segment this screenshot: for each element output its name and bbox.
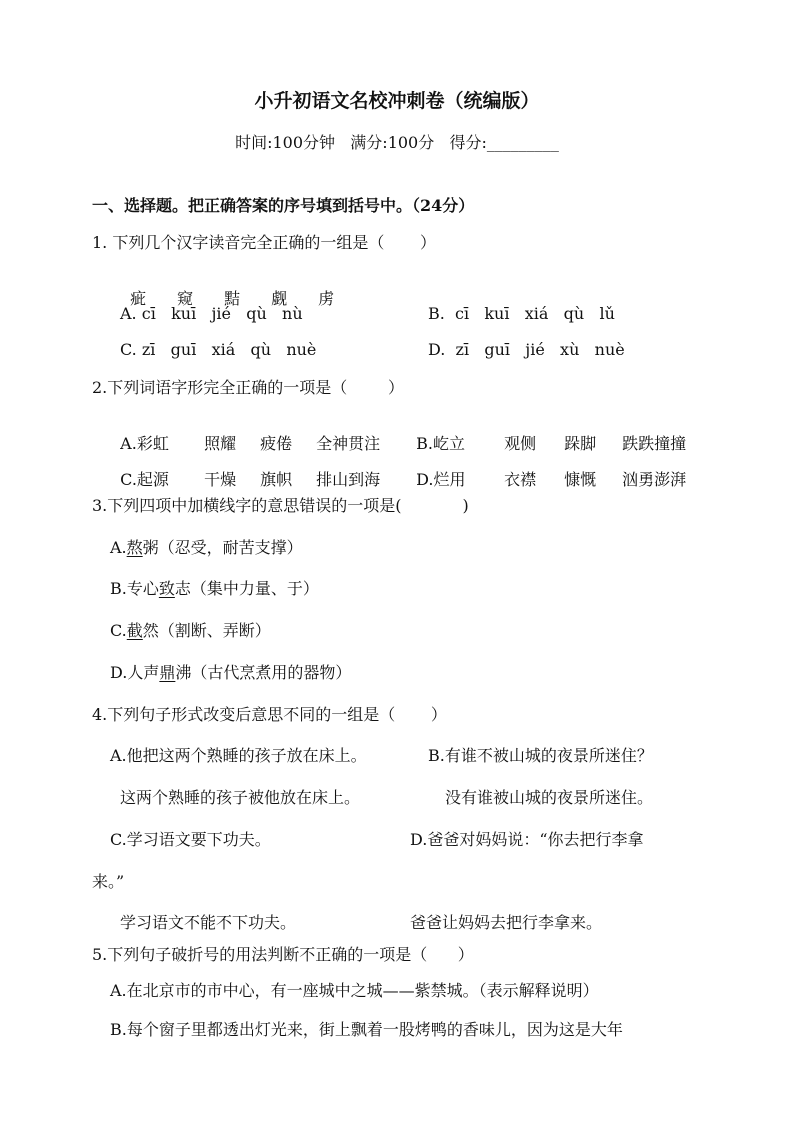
underlined-char: 鼎 (159, 663, 176, 682)
option-text: 然（割断、弄断） (142, 621, 271, 640)
q2-row-2 (110, 448, 686, 490)
q1-option-a: A. cī kuī jié qù nù (120, 304, 303, 323)
q4-option-d-wrap: 来。” (92, 872, 125, 891)
q4-option-d-alt: 爸爸让妈妈去把行李拿来。 (410, 913, 603, 932)
q3-option-b (110, 576, 319, 599)
q5-option-a: A.在北京市的市中心，有一座城中之城——紫禁城。（表示解释说明） (110, 981, 599, 1000)
q3-option-c (110, 618, 271, 641)
q1-char: 疵 (130, 289, 147, 308)
q5-option-b: B.每个窗子里都透出灯光来，街上飘着一股烤鸭的香味儿，因为这是大年 (110, 1020, 623, 1039)
q1-option-d: D. zī guī jié xù nuè (428, 340, 625, 359)
q1-char: 虏 (318, 289, 335, 308)
q2-word: 全神贯注 (316, 434, 381, 453)
option-prefix: C. (110, 621, 127, 640)
option-prefix: B.专心 (110, 579, 159, 598)
q1-char: 觑 (271, 289, 288, 308)
q4-option-b-alt: 没有谁被山城的夜景所迷住。 (445, 788, 654, 807)
q2-word: 疲倦 (260, 434, 293, 453)
option-prefix: D.人声 (110, 663, 160, 682)
q2-word: 干燥 (204, 470, 237, 489)
q2-stem: 2.下列词语字形完全正确的一项是（ ） (92, 378, 404, 397)
q2-word: 观侧 (504, 434, 537, 453)
q2-word: C.起源 (120, 470, 169, 489)
option-text: 志（集中力量、于） (174, 579, 319, 598)
q3-option-a (110, 535, 303, 558)
q1-option-b: B. cī kuī xiá qù lǔ (428, 304, 615, 323)
q4-option-d: D.爸爸对妈妈说：“你去把行李拿 (410, 830, 644, 849)
q2-word: 排山到海 (316, 470, 381, 489)
q2-word: 慷慨 (564, 470, 597, 489)
q1-characters (120, 267, 365, 309)
option-prefix: A. (110, 538, 127, 557)
q1-char: 黠 (224, 289, 241, 308)
q1-option-c: C. zī guī xiá qù nuè (120, 340, 317, 359)
q4-option-b: B.有谁不被山城的夜景所迷住？ (428, 746, 653, 765)
q3-stem: 3.下列四项中加横线字的意思错误的一项是( ) (92, 496, 469, 515)
q4-option-a-alt: 这两个熟睡的孩子被他放在床上。 (120, 788, 361, 807)
q5-stem: 5.下列句子破折号的用法判断不正确的一项是（ ） (92, 945, 474, 964)
underlined-char: 熬 (126, 538, 143, 557)
q1-stem: 1. 下列几个汉字读音完全正确的一组是（ ） (92, 233, 436, 252)
q2-word: 跺脚 (564, 434, 597, 453)
q2-word: D.烂用 (416, 470, 466, 489)
section-heading: 一、选择题。把正确答案的序号填到括号中。（24分） (92, 196, 475, 215)
q4-option-c: C.学习语文要下功夫。 (110, 830, 271, 849)
exam-meta: 时间:100分钟 满分:100分 得分:_________ (235, 133, 559, 152)
q4-option-c-alt: 学习语文不能不下功夫。 (120, 913, 297, 932)
q2-word: 跌跌撞撞 (622, 434, 687, 453)
q2-word: A.彩虹 (120, 434, 169, 453)
underlined-char: 截 (126, 621, 143, 640)
q4-option-a: A.他把这两个熟睡的孩子放在床上。 (110, 746, 367, 765)
q2-word: 汹勇澎湃 (622, 470, 687, 489)
underlined-char: 致 (158, 579, 175, 598)
q3-option-d (110, 660, 351, 683)
page-title: 小升初语文名校冲刺卷（统编版） (254, 90, 540, 112)
q1-char: 窥 (177, 289, 194, 308)
q2-word: B.屹立 (416, 434, 466, 453)
q2-word: 旗帜 (260, 470, 293, 489)
q2-word: 照耀 (204, 434, 237, 453)
option-text: 沸（古代烹煮用的器物） (175, 663, 352, 682)
q2-word: 衣襟 (504, 470, 537, 489)
q4-stem: 4.下列句子形式改变后意思不同的一组是（ ） (92, 705, 447, 724)
option-text: 粥（忍受，耐苦支撑） (142, 538, 303, 557)
